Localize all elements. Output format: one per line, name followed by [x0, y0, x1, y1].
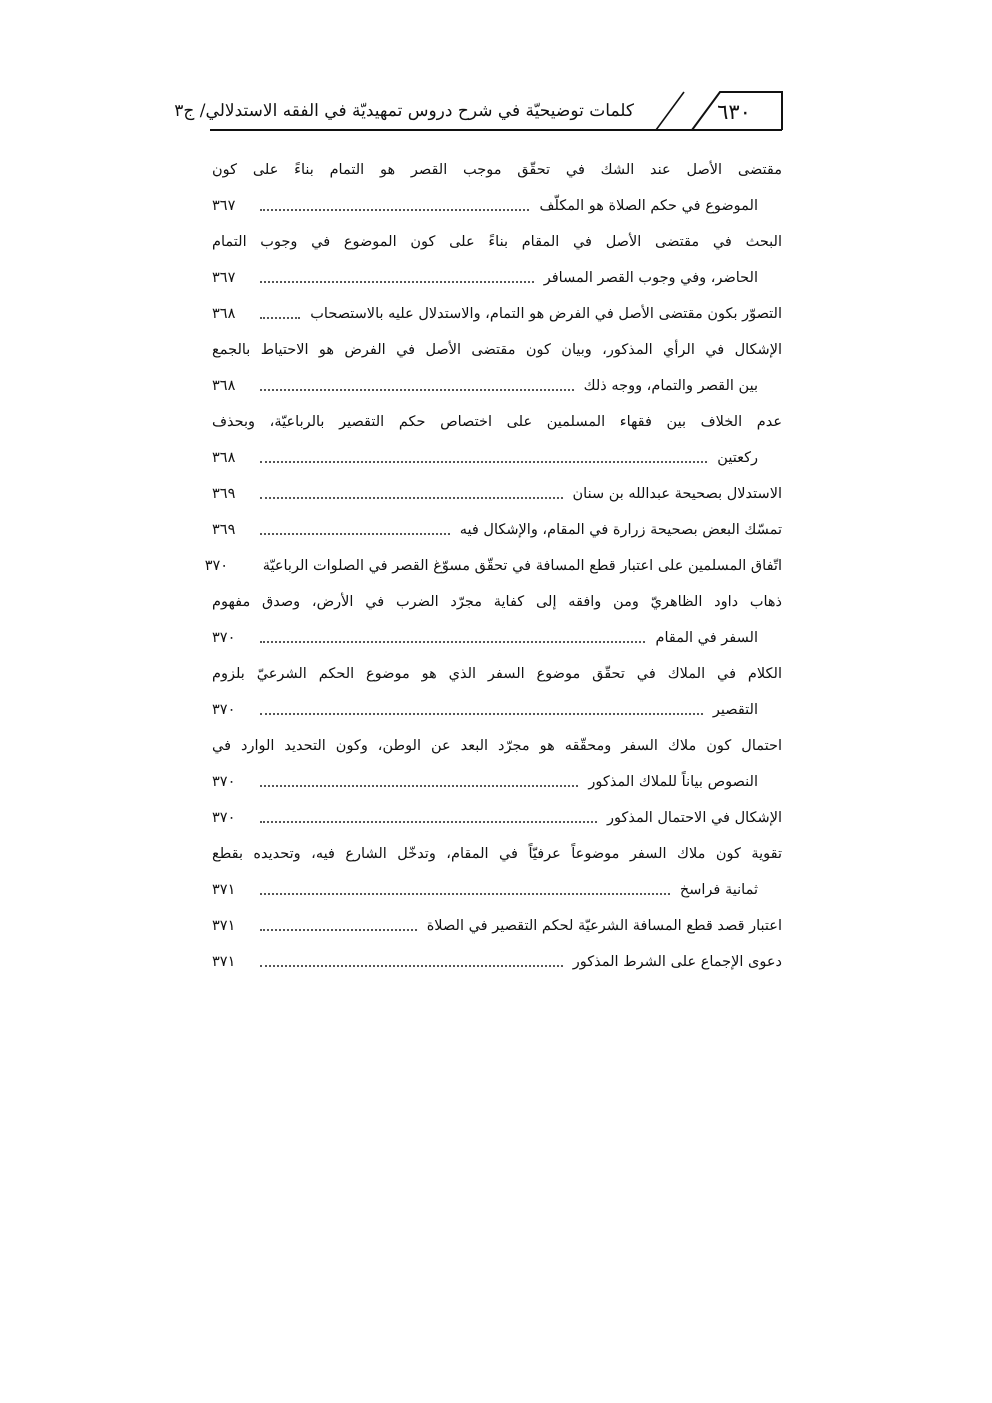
toc-entry-line: [212, 512, 782, 548]
toc-entry-text: الكلام في الملاك في تحقّق موضوع السفر الذي هو موضوع الحكم الشرعيّ بلزوم: [212, 666, 782, 682]
toc-entry-line: [212, 800, 782, 836]
toc-entry-text: البحث في مقتضى الأصل في المقام بناءً على كون الموضوع في وجوب التمام: [212, 234, 782, 250]
toc-entry-line: [212, 296, 782, 332]
toc-entry-line: [212, 260, 782, 296]
toc-entry: [212, 836, 782, 908]
toc-entry-line: [212, 404, 782, 440]
dot-leader: [260, 641, 645, 643]
running-title: كلمات توضيحيّة في شرح دروس تمهيديّة في الفقه الاستدلالي/ ج٣: [174, 101, 634, 121]
dot-leader: [260, 893, 670, 895]
toc-entry-text: التصوّر بكون مقتضى الأصل في الفرض هو التمام، والاستدلال عليه بالاستصحاب: [310, 306, 782, 322]
toc-entry-text: عدم الخلاف بين فقهاء المسلمين على اختصاص حكم التقصير بالرباعيّة، وبحذف: [212, 414, 782, 430]
toc-entry: [212, 584, 782, 656]
toc-entry-text: السفر في المقام: [655, 630, 758, 646]
toc-page-number: ٣٦٧: [212, 198, 236, 214]
dot-leader: [260, 965, 563, 967]
toc-entry: [212, 476, 782, 512]
toc-page-number: ٣٧٠: [212, 630, 236, 646]
toc-entry-text: ثمانية فراسخ: [679, 882, 758, 898]
toc-entry: [212, 728, 782, 800]
dot-leader: [260, 209, 529, 211]
toc-page-number: ٣٦٨: [212, 306, 236, 322]
toc-entry-text: مقتضى الأصل عند الشك في تحقّق موجب القصر هو التمام بناءً على كون: [212, 162, 782, 178]
toc-entry-line: [212, 584, 782, 620]
toc-entry: [212, 800, 782, 836]
toc-page-number: ٣٧٠: [212, 774, 236, 790]
toc-entry: [212, 332, 782, 404]
page-header: [174, 88, 782, 136]
toc-entry-line: [212, 836, 782, 872]
dot-leader: [260, 317, 300, 319]
toc-entry-text: الحاضر، وفي وجوب القصر المسافر: [543, 270, 758, 286]
toc-page-number: ٣٧١: [212, 918, 236, 934]
toc-entry-text: ركعتين: [717, 450, 758, 466]
toc-entry-text: بين القصر والتمام، ووجه ذلك: [583, 378, 758, 394]
toc-entry-text: التقصير: [712, 702, 758, 718]
toc-page-number: ٣٧٠: [212, 810, 236, 826]
toc-entry-line: [212, 476, 782, 512]
toc-entry-line: [212, 188, 782, 224]
toc-entry-line: [212, 764, 782, 800]
toc-entry: [204, 548, 782, 584]
toc-entry-text: دعوى الإجماع على الشرط المذكور: [572, 954, 782, 970]
toc-entry-line: [212, 440, 782, 476]
toc-entry-line: [212, 656, 782, 692]
toc-entry-text: النصوص بياناً للملاك المذكور: [588, 774, 758, 790]
table-of-contents: [204, 152, 782, 980]
toc-page-number: ٣٧١: [212, 882, 236, 898]
toc-entry-line: [212, 908, 782, 944]
toc-entry-line: [212, 692, 782, 728]
dot-leader: [260, 821, 597, 823]
page-number: ٦٣٠: [717, 100, 751, 124]
dot-leader: [260, 461, 707, 463]
dot-leader: [260, 533, 450, 535]
toc-page-number: ٣٦٩: [212, 486, 236, 502]
toc-entry-text: الإشكال في الرأي المذكور، وبيان كون مقتضى الأصل في الفرض هو الاحتياط بالجمع: [212, 342, 782, 358]
toc-entry: [212, 944, 782, 980]
toc-entry-text: تقوية كون ملاك السفر موضوعاً عرفيّاً في المقام، وتدخّل الشارع فيه، وتحديده بقطع: [212, 846, 782, 862]
dot-leader: [260, 497, 563, 499]
toc-entry-line: [212, 332, 782, 368]
toc-entry-text: اتّفاق المسلمين على اعتبار قطع المسافة في تحقّق مسوّغ القصر في الصلوات الرباعيّة: [262, 558, 782, 574]
toc-entry-line: [212, 620, 782, 656]
toc-entry-text: الاستدلال بصحيحة عبدالله بن سنان: [572, 486, 782, 502]
toc-entry-line: [204, 548, 782, 584]
toc-entry-text: احتمال كون ملاك السفر ومحقّقه هو مجرّد البعد عن الوطن، وكون التحديد الوارد في: [212, 738, 782, 754]
toc-entry: [212, 512, 782, 548]
toc-entry-text: الموضوع في حكم الصلاة هو المكلّف: [539, 198, 758, 214]
toc-page-number: ٣٦٩: [212, 522, 236, 538]
toc-entry: [212, 908, 782, 944]
toc-page-number: ٣٧٠: [212, 702, 236, 718]
toc-page-number: ٣٧٠: [204, 558, 229, 574]
toc-entry-text: ذهاب داود الظاهريّ ومن وافقه إلى كفاية مجرّد الضرب في الأرض، وصدق مفهوم: [212, 594, 782, 610]
toc-page-number: ٣٦٧: [212, 270, 236, 286]
toc-entry-line: [212, 728, 782, 764]
toc-page-number: ٣٦٨: [212, 378, 236, 394]
toc-entry: [212, 224, 782, 296]
toc-entry: [212, 296, 782, 332]
dot-leader: [260, 389, 574, 391]
toc-entry-line: [212, 224, 782, 260]
toc-entry-line: [212, 944, 782, 980]
dot-leader: [260, 929, 417, 931]
toc-entry-text: اعتبار قصد قطع المسافة الشرعيّة لحكم التقصير في الصلاة: [426, 918, 782, 934]
dot-leader: [260, 281, 534, 283]
toc-page-number: ٣٧١: [212, 954, 236, 970]
toc-entry-text: الإشكال في الاحتمال المذكور: [606, 810, 782, 826]
toc-entry: [212, 152, 782, 224]
toc-entry-line: [212, 368, 782, 404]
toc-entry-text: تمسّك البعض بصحيحة زرارة في المقام، والإشكال فيه: [459, 522, 782, 538]
toc-page-number: ٣٦٨: [212, 450, 236, 466]
toc-entry: [212, 404, 782, 476]
toc-entry-line: [212, 872, 782, 908]
dot-leader: [260, 713, 703, 715]
toc-entry-line: [212, 152, 782, 188]
toc-entry: [212, 656, 782, 728]
dot-leader: [260, 785, 578, 787]
